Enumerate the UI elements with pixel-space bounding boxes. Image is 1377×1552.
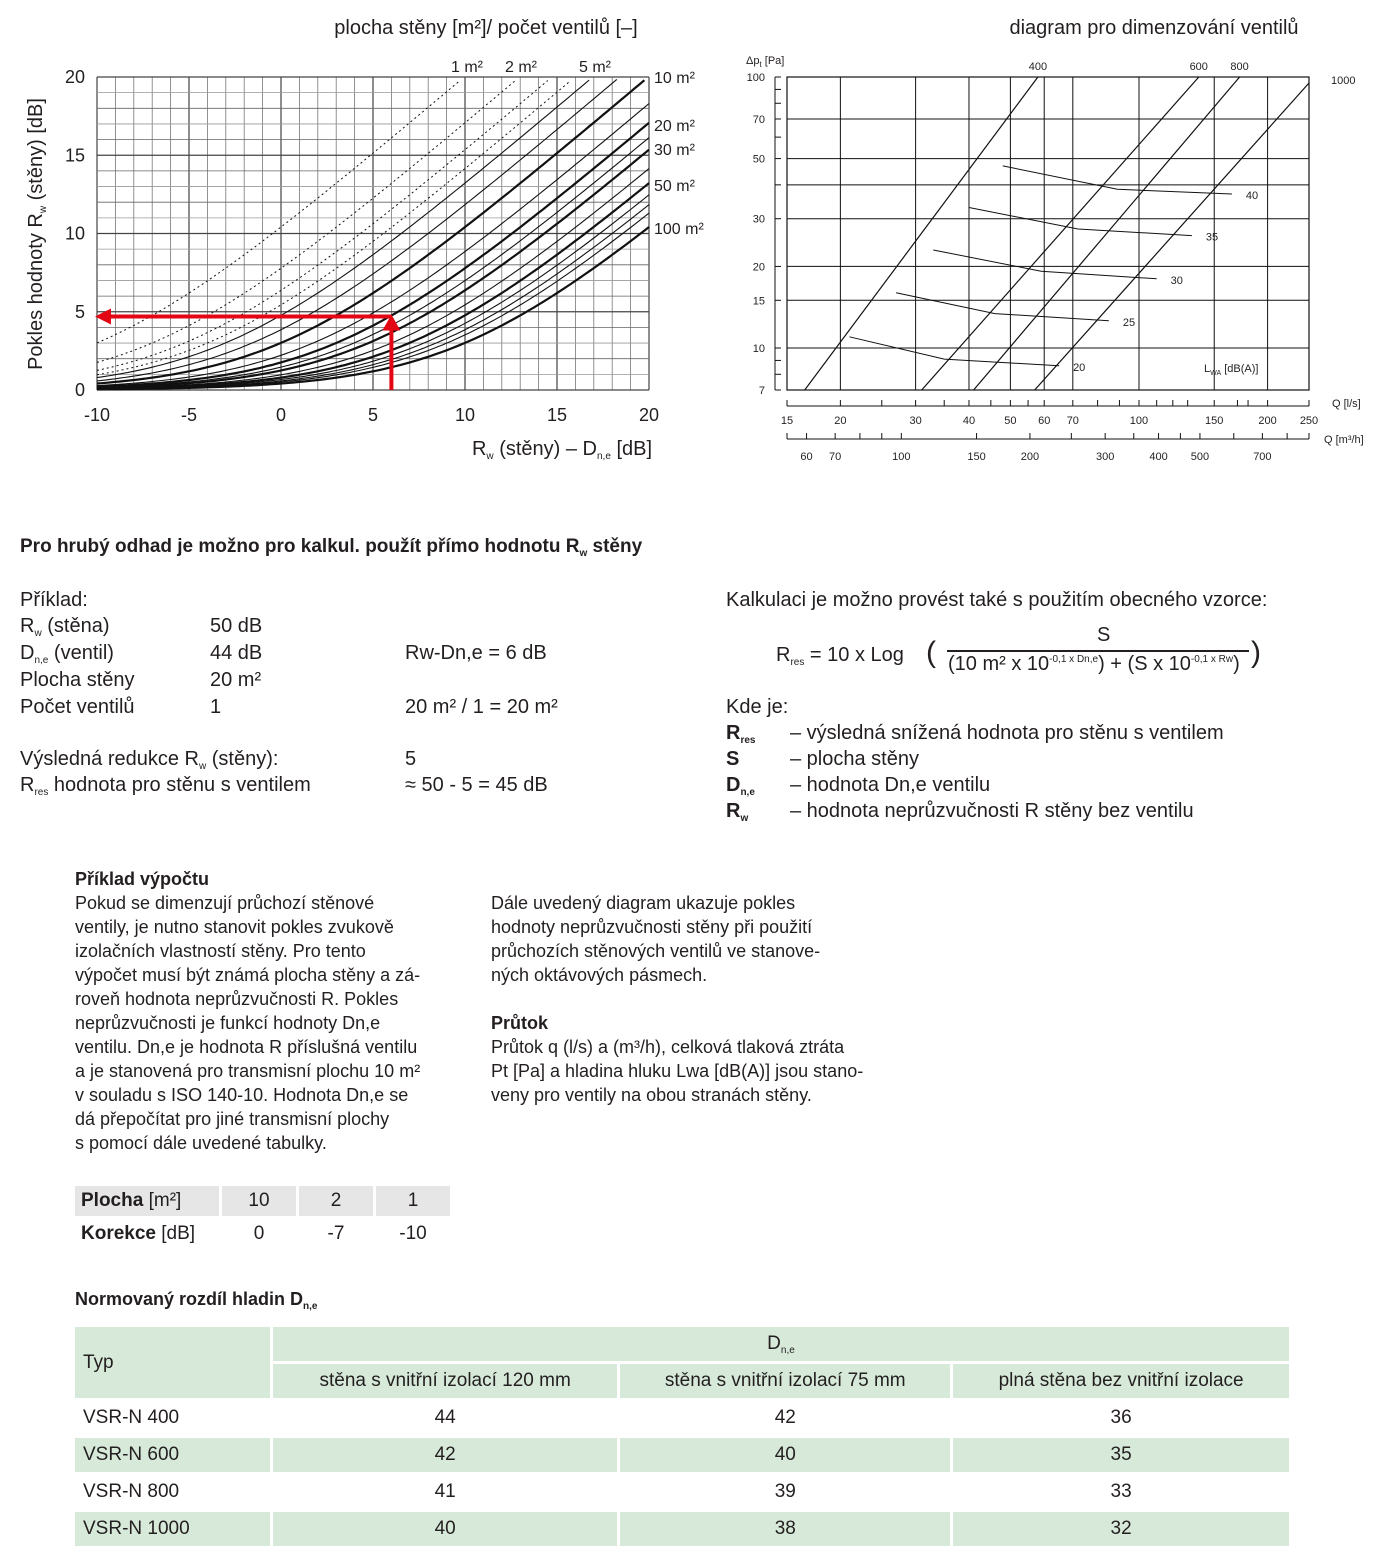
calc-example-line: a je stanovená pro transmisní plochu 10 m²: [75, 1061, 421, 1081]
dne-value-cell: 41: [434, 1481, 456, 1502]
col-header: plná stěna bez vnitřní izolace: [953, 1364, 1289, 1398]
y-tick-label: 70: [752, 113, 765, 126]
dne-title-sub: n,e: [303, 1301, 318, 1312]
legend-symbol: [726, 722, 755, 746]
x-tick-label-ls: 200: [1258, 415, 1277, 427]
group-sub: n,e: [780, 1344, 795, 1356]
dne-table: [72, 1324, 1292, 1549]
calc-example-line: neprůzvučnosti je funkcí hodnoty Dn,e: [75, 1013, 381, 1033]
correction-cell: -10: [399, 1223, 427, 1244]
table-row: [75, 1512, 1289, 1546]
calc-example-heading: Příklad výpočtu: [75, 869, 210, 889]
chart2-xlabel-ls: Q [l/s]: [1332, 398, 1361, 410]
calc-example-line: výpočet musí být známá plocha stěny a zá-: [75, 965, 421, 985]
type-cell: VSR-N 800: [83, 1481, 180, 1502]
y-tick-label: 5: [74, 301, 85, 322]
row-label-text: Počet ventilů: [20, 696, 135, 718]
legend-desc: – hodnota neprůzvučnosti R stěny bez ventilu: [790, 800, 1194, 822]
calc-example-line: Pokud se dimenzují průchozí stěnové: [75, 893, 375, 913]
noise-line-label: 35: [1205, 231, 1219, 244]
noise-line-30: [933, 250, 1156, 279]
result-rres-label: [20, 774, 311, 798]
curve-line: [97, 81, 571, 375]
curve-label-top: 2 m²: [505, 59, 537, 76]
legend-sym-sub: n,e: [740, 787, 755, 798]
r1-sub: w: [198, 761, 207, 772]
example-row-label: [20, 696, 135, 719]
curve-label-right: 50 m²: [654, 178, 695, 195]
dne-value-cell: 40: [273, 1512, 617, 1546]
fraction-bar: [947, 650, 1249, 652]
table-row: [75, 1438, 1289, 1472]
x-tick-label-m3h: 150: [967, 451, 986, 463]
correction-row: [75, 1219, 450, 1249]
x-tick-label-ls: 60: [1038, 415, 1051, 427]
y-tick-label: 100: [746, 72, 765, 84]
lhs-tail: = 10 x Log: [804, 644, 904, 666]
curve-label-right: 20 m²: [654, 118, 695, 135]
dne-value-cell: 32: [953, 1512, 1289, 1546]
r2-text: R: [20, 774, 35, 796]
curve-label-right: 30 m²: [654, 142, 695, 159]
correction-table: [72, 1183, 453, 1252]
x-tick-label: 20: [638, 405, 660, 425]
x-tick-label-ls: 70: [1066, 415, 1079, 427]
col-type-header: Typ: [75, 1327, 270, 1398]
dne-value-cell: 44: [434, 1407, 456, 1428]
x-tick-label-ls: 150: [1205, 415, 1224, 427]
noise-line-25: [896, 293, 1109, 321]
legend-symbol: [726, 800, 748, 824]
chart1-title: plocha stěny [m²]/ počet ventilů [–]: [334, 17, 638, 39]
dne-value-cell: 38: [620, 1512, 950, 1546]
legend-sym-sub: res: [740, 735, 756, 746]
legend-desc: – výsledná snížená hodnota pro stěnu s ventilem: [790, 722, 1224, 744]
flow-text-line: veny pro ventily na obou stranách stěny.: [491, 1085, 812, 1105]
corr-unit: [dB]: [156, 1223, 196, 1244]
x-tick-label-ls: 250: [1299, 415, 1319, 427]
example-label: Příklad:: [20, 589, 88, 611]
dne-title-text: Normovaný rozdíl hladin D: [75, 1289, 304, 1309]
lhs-sym: R: [776, 644, 791, 666]
y-tick-label: 7: [758, 385, 765, 397]
type-cell: VSR-N 400: [83, 1407, 180, 1428]
result-reduction-value: 5: [405, 748, 417, 770]
formula-paren-close: ): [1251, 636, 1261, 669]
area-label: Plocha: [81, 1190, 144, 1211]
y-tick-label: 0: [74, 380, 85, 400]
noise-line-20: [849, 337, 1059, 366]
calc-example-line: dá přepočítat pro jiné transmisní plochy: [75, 1109, 390, 1129]
example-row-label: [20, 642, 114, 666]
dne-value-cell: 36: [1110, 1407, 1132, 1428]
x-tick-label-ls: 50: [1004, 415, 1017, 427]
diagram-text-line: Dále uvedený diagram ukazuje pokles: [491, 893, 796, 913]
example-row-label: [20, 615, 110, 639]
result-rres-value: ≈ 50 - 5 = 45 dB: [405, 774, 548, 796]
den-c: ): [1233, 653, 1240, 675]
lhs-sub: res: [790, 657, 805, 668]
dne-value-cell: 42: [774, 1407, 796, 1428]
heading-text: Pro hrubý odhad je možno pro kalkul. použít přímo hodnotu R: [20, 536, 580, 557]
correction-row-label: [75, 1219, 219, 1249]
row-label-sub: n,e: [34, 655, 49, 666]
r1-text: Výsledná redukce R: [20, 748, 199, 770]
legend-desc: – hodnota Dn,e ventilu: [790, 774, 991, 796]
curve-label-top: 1 m²: [451, 59, 483, 76]
col-header: stěna s vnitřní izolací 75 mm: [620, 1364, 950, 1398]
legend-sym-text: R: [726, 800, 741, 822]
curve-label-right: 100 m²: [654, 221, 704, 238]
x-tick-label: 10: [454, 405, 476, 425]
where-label: Kde je:: [726, 696, 789, 718]
noise-line-40: [1003, 166, 1232, 194]
dne-header-row-1: [75, 1327, 1289, 1361]
group-sym: D: [767, 1332, 781, 1354]
den-b: ) + (S x 10: [1098, 653, 1191, 675]
y-tick-label: 10: [752, 343, 765, 356]
area-cell: 2: [299, 1186, 373, 1216]
y-tick-label: 50: [752, 153, 765, 166]
area-row: [75, 1186, 450, 1216]
chart2-annotation: $L_{WA}$ [dB(A)]: [1204, 363, 1259, 377]
x-tick-label-ls: 40: [962, 415, 976, 427]
x-tick-label-m3h: 500: [1190, 451, 1210, 463]
x-tick-label: -5: [180, 405, 198, 425]
calc-example-line: izolačních vlastností stěny. Pro tento: [75, 941, 366, 961]
den-a: (10 m² x 10: [948, 653, 1050, 675]
col-header: stěna s vnitřní izolací 120 mm: [273, 1364, 617, 1398]
table-row: [75, 1475, 1289, 1509]
area-row-label: [75, 1186, 219, 1216]
x-tick-label-ls: 30: [909, 415, 922, 427]
row-label-tail: (stěna): [41, 615, 110, 637]
dne-group-header: [273, 1327, 1289, 1361]
flow-text-line: Průtok q (l/s) a (m³/h), celková tlaková ztráta: [491, 1037, 845, 1057]
x-tick-label: 15: [546, 405, 568, 425]
calc-example-line: ventilu. Dn,e je hodnota R příslušná ventilu: [75, 1037, 418, 1057]
x-tick-label-ls: 20: [834, 415, 847, 427]
legend-symbol: [726, 774, 755, 798]
correction-cell: 0: [253, 1223, 265, 1244]
example-row-value: 1: [210, 696, 222, 718]
y-tick-label: 10: [64, 223, 85, 244]
noise-line-label: 20: [1073, 361, 1086, 374]
chart1-xlabel: $R_w$ (stěny) – $D_{n,e}$ [dB]: [471, 438, 653, 462]
legend-desc: – plocha stěny: [790, 748, 919, 770]
x-tick-label: 5: [367, 405, 379, 425]
legend-symbol: [726, 748, 739, 771]
x-tick-label: 0: [275, 405, 287, 425]
dne-value-cell: 39: [774, 1481, 796, 1502]
calc-example: [75, 867, 465, 1155]
chart2-title: diagram pro dimenzování ventilů: [1009, 17, 1299, 39]
noise-line-35: [969, 208, 1192, 236]
curve-label-top: 5 m²: [579, 59, 611, 76]
example-row-label: [20, 669, 135, 692]
x-tick-label: -10: [83, 405, 111, 425]
valve-line-label: 600: [1189, 61, 1208, 73]
row-label-tail: (ventil): [48, 642, 114, 664]
calc-example-line: v souladu s ISO 140-10. Hodnota Dn,e se: [75, 1085, 409, 1105]
curve-1m: [97, 80, 460, 343]
x-tick-label-m3h: 300: [1095, 451, 1115, 463]
y-tick-label: 20: [64, 67, 85, 87]
legend-sym-text: S: [726, 748, 740, 770]
noise-line-label: 25: [1122, 316, 1136, 329]
row-label-text: R: [20, 615, 35, 637]
x-tick-label-m3h: 70: [829, 451, 842, 463]
diagram-text-line: hodnoty neprůzvučnosti stěny při použití: [491, 917, 813, 937]
dne-value-cell: 42: [273, 1438, 617, 1472]
curve-label-right: 10 m²: [654, 70, 695, 87]
den-b-exp: -0,1 x Rw: [1190, 654, 1234, 665]
rough-estimate-heading: [20, 536, 642, 559]
valve-line-400: [805, 77, 1038, 390]
valve-line-label: 400: [1028, 61, 1048, 73]
flow-heading: Průtok: [491, 1013, 549, 1033]
heading-tail: stěny: [587, 536, 643, 557]
wall-reduction-chart: [0, 0, 720, 470]
valve-line-label: 1000: [1331, 75, 1356, 87]
valve-sizing-chart: [740, 0, 1377, 470]
area-unit: [m²]: [143, 1190, 182, 1211]
formula-intro: Kalkulaci je možno provést také s použitím obecného vzorce:: [726, 589, 1268, 611]
curve-2m: [97, 80, 516, 362]
dne-value-cell: 35: [953, 1438, 1289, 1472]
calc-example-line: ventily, je nutno stanovit pokles zvukově: [75, 917, 394, 937]
y-tick-label: 20: [752, 261, 765, 274]
calc-example-line: roveň hodnota neprůzvučnosti R. Pokles: [75, 989, 399, 1009]
den-a-exp: -0,1 x Dn,e: [1049, 654, 1099, 665]
heading-sub: w: [579, 548, 588, 559]
chart1-ylabel: Pokles hodnoty $R_w$ (stěny) [dB]: [25, 98, 49, 370]
formula-denominator: [948, 653, 1240, 676]
row-label-text: D: [20, 642, 35, 664]
r1-tail: (stěny):: [206, 748, 279, 770]
x-tick-label-ls: 15: [780, 415, 794, 427]
x-tick-label-m3h: 200: [1020, 451, 1040, 463]
area-cell: 1: [376, 1186, 450, 1216]
corr-label: Korekce: [81, 1223, 156, 1244]
example-row-calc: Rw-Dn,e = 6 dB: [405, 642, 547, 664]
example-row-value: 50 dB: [210, 615, 263, 637]
x-tick-label-m3h: 60: [800, 451, 813, 463]
formula-numerator: S: [1097, 624, 1111, 646]
example-row-calc: 20 m² / 1 = 20 m²: [405, 696, 558, 718]
row-label-sub: w: [34, 628, 42, 639]
y-tick-label: 30: [752, 213, 765, 226]
legend-sym-text: D: [726, 774, 741, 796]
plot-frame: [787, 77, 1309, 390]
flow-text-line: Pt [Pa] a hladina hluku Lwa [dB(A)] jsou stano-: [491, 1061, 864, 1081]
noise-line-label: 40: [1245, 190, 1259, 203]
y-tick-label: 15: [64, 145, 85, 166]
example-row-value: 44 dB: [210, 642, 263, 664]
chart2-ylabel: $\Delta p_t$ [Pa]: [746, 55, 785, 69]
r2-tail: hodnota pro stěnu s ventilem: [48, 774, 311, 796]
formula-lhs: [776, 644, 904, 668]
dne-value-cell: 33: [1110, 1481, 1132, 1502]
diagram-text-line: průchozích stěnových ventilů ve stanove-: [491, 941, 821, 961]
valve-line-label: 800: [1230, 61, 1249, 73]
x-tick-label-m3h: 400: [1149, 451, 1168, 463]
table-row: [75, 1401, 1289, 1435]
valve-line-800: [974, 77, 1240, 390]
x-tick-label-m3h: 100: [892, 451, 911, 463]
area-cell: 10: [222, 1186, 296, 1216]
legend-sym-sub: w: [740, 813, 749, 824]
noise-line-label: 30: [1170, 274, 1183, 287]
legend-sym-text: R: [726, 722, 741, 744]
type-cell: VSR-N 600: [75, 1438, 270, 1472]
chart2-xlabel-m3h: Q [m³/h]: [1324, 434, 1364, 446]
formula-paren-open: (: [926, 636, 936, 669]
dne-table-title: [75, 1289, 317, 1312]
row-label-text: Plocha stěny: [20, 669, 135, 691]
result-reduction-label: [20, 748, 278, 772]
example-row-value: 20 m²: [210, 669, 262, 691]
x-tick-label-m3h: 700: [1253, 451, 1272, 463]
r2-sub: res: [34, 787, 49, 798]
dne-value-cell: 40: [620, 1438, 950, 1472]
diagram-text: [491, 891, 891, 1107]
x-tick-label-ls: 100: [1129, 415, 1149, 427]
correction-cell: -7: [327, 1223, 345, 1244]
diagram-text-line: ných oktávových pásmech.: [491, 965, 708, 985]
type-cell: VSR-N 1000: [75, 1512, 270, 1546]
calc-example-line: s pomocí dále uvedené tabulky.: [75, 1133, 327, 1153]
y-tick-label: 15: [752, 295, 765, 308]
